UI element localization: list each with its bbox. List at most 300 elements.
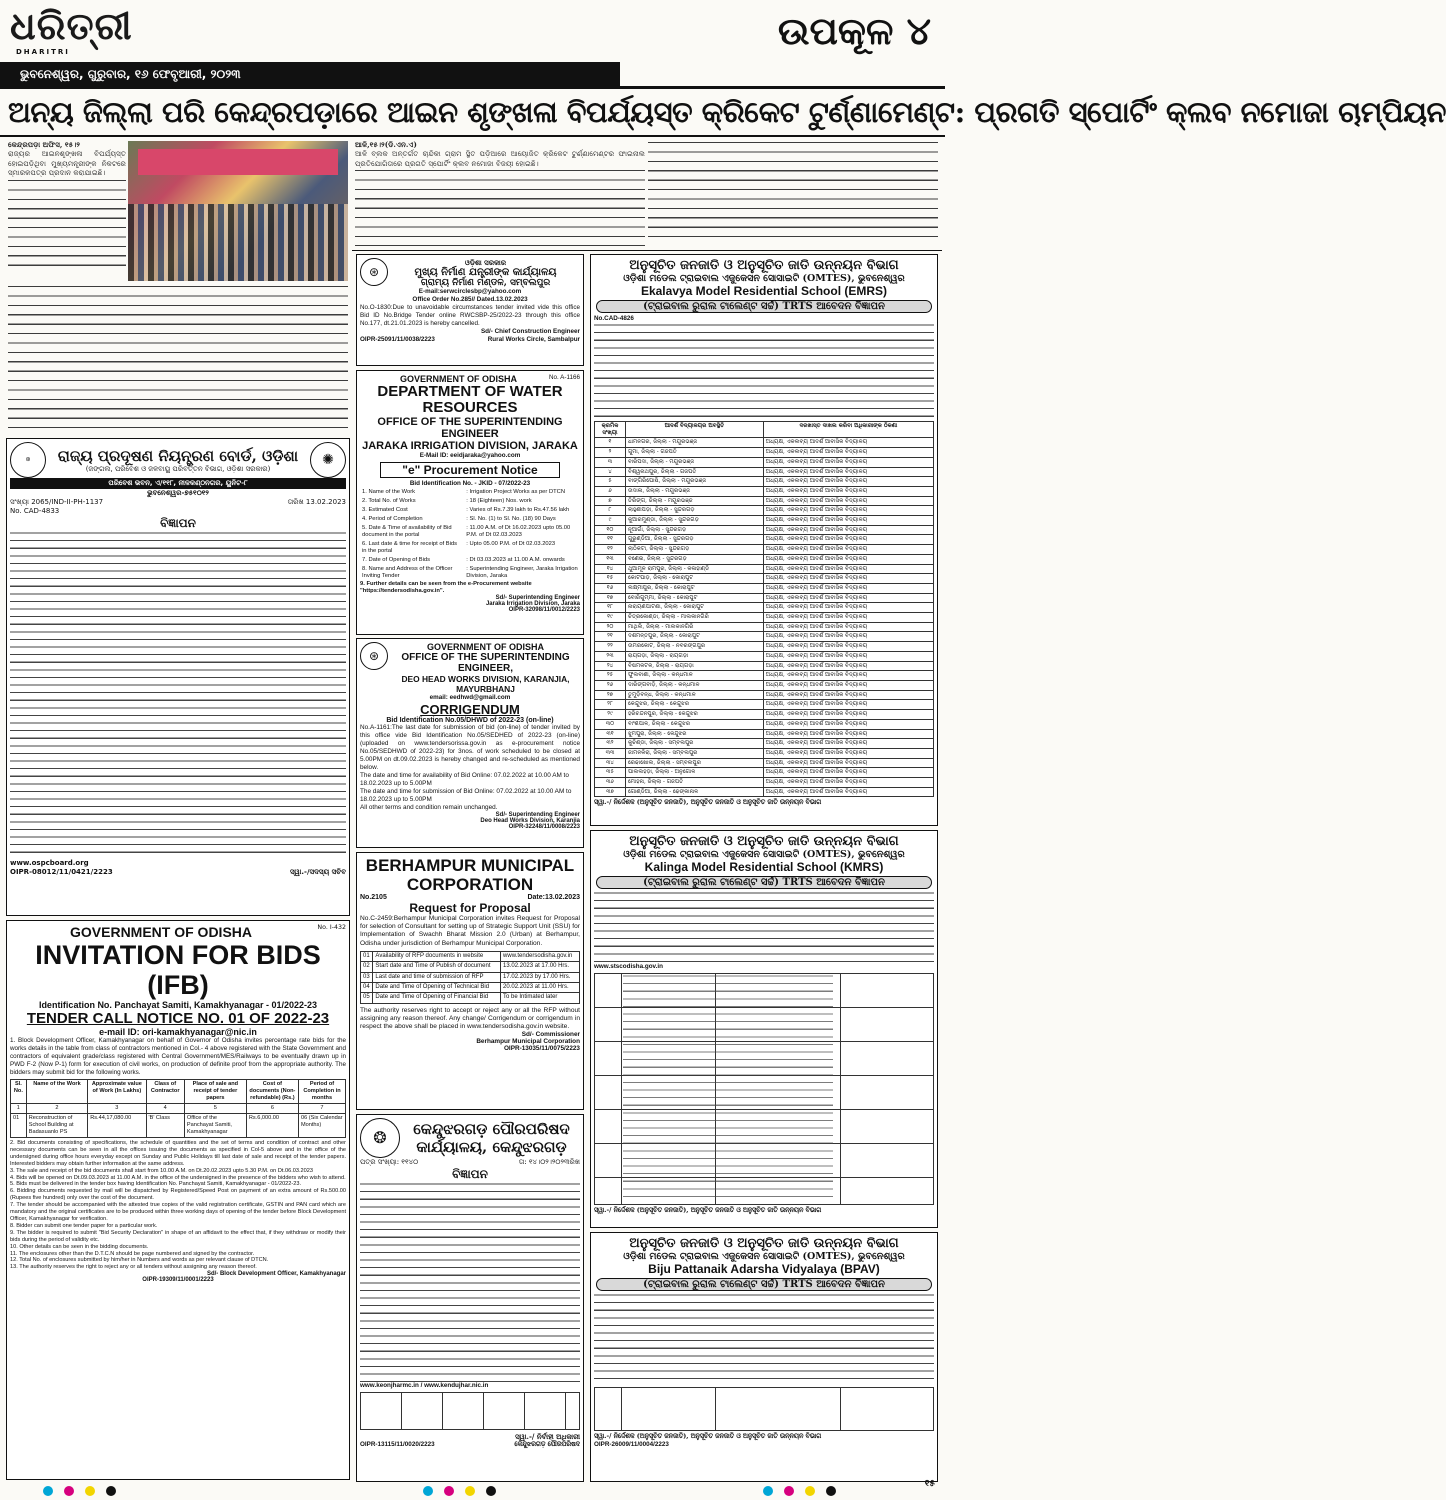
kmrs-ad [590, 830, 938, 1228]
magenta-reg-mark [444, 1486, 454, 1496]
bpav-body-text [594, 1293, 934, 1385]
emrs-officer: ଅଧ୍ୟକ୍ଷ, ଏକଲବ୍ୟ ଆଦର୍ଶ ଆବାସିକ ବିଦ୍ୟାଳୟ [763, 535, 933, 545]
kmrs-website: www.stscodisha.gov.in [594, 963, 663, 970]
ifb-th: Approximate value of Work (In Lakhs) [88, 1080, 146, 1104]
emrs-officer: ଅଧ୍ୟକ୍ଷ, ଏକଲବ୍ୟ ଆଦର୍ଶ ଆବାସିକ ବିଦ୍ୟାଳୟ [763, 787, 933, 797]
table-row [595, 787, 934, 797]
ifb-th: Period of Completion in months [298, 1080, 345, 1104]
emrs-sl: ୩୫ [595, 768, 626, 778]
kmrs-dept: ଅନୁସୂଚିତ ଜନଜାତି ଓ ଅନୁସୂଚିତ ଜାତି ଉନ୍ନୟନ ବିଭାଗ [629, 834, 899, 849]
emrs-sl: ୨ [595, 448, 626, 458]
table-row [361, 951, 580, 961]
ce-footer [360, 336, 580, 344]
cricket-byline: ଆଳି,୧୫।୨(ଡି.ଏନ.ଏ) [355, 140, 417, 149]
wr-label: 4. Period of Completion [362, 516, 423, 522]
emrs-body-text [594, 323, 934, 421]
ifb-colnum: 6 [246, 1104, 298, 1114]
table-row [595, 564, 934, 574]
emrs-location: ବିଷମକଟକ, ଜିଲ୍ଲା - ରାୟଗଡ଼ା [626, 661, 764, 671]
table-row [361, 972, 580, 982]
emrs-officer: ଅଧ୍ୟକ୍ଷ, ଏକଲବ୍ୟ ଆଦର୍ଶ ଆବାସିକ ବିଦ୍ୟାଳୟ [763, 719, 933, 729]
emrs-th: କ୍ରମିକ ସଂଖ୍ୟା [595, 422, 626, 438]
ifb-cell: Rs.6,000.00 [246, 1114, 298, 1138]
emrs-location: କୁଆରମୁଣ୍ଡା, ଜିଲ୍ଲା - ସୁନ୍ଦରଗଡ଼ [626, 516, 764, 526]
emrs-location: ରେଢାଖୋଲ, ଜିଲ୍ଲା - ସମ୍ବଲପୁର [626, 758, 764, 768]
wr-label: 3. Estimated Cost [362, 507, 408, 513]
deo-header [360, 642, 580, 694]
table-row [595, 700, 934, 710]
story-continued-text [8, 284, 348, 434]
emrs-officer: ଅଧ୍ୟକ୍ଷ, ଏକଲବ୍ୟ ଆଦର୍ଶ ଆବାସିକ ବିଦ୍ୟାଳୟ [763, 778, 933, 788]
emrs-sl: ୩୩ [595, 748, 626, 758]
pcb-header [10, 442, 346, 478]
ifb-cell: 06 (Six Calendar Months) [298, 1114, 345, 1138]
emrs-officer: ଅଧ୍ୟକ୍ଷ, ଏକଲବ୍ୟ ଆଦର୍ଶ ଆବାସିକ ବିଦ୍ୟାଳୟ [763, 438, 933, 448]
ifb-clause: 7. The tender should be accompanied with the attested true copies of the valid registration certificate, GSTIN and PAN card which are mandatory and the original certificates are to be produced within three working days of opening of the tender before Block Development Officer, Kamakhyanagar for verification. [10, 1202, 346, 1222]
cricket-team-photo [128, 141, 348, 281]
bmc-date: Date:13.02.2023 [527, 894, 580, 901]
emrs-location: ମୋହନା, ଜିଲ୍ଲା - ଗଜପତି [626, 778, 764, 788]
emrs-location: ନାରାୟଣପାଟଣା, ଜିଲ୍ଲା - କୋରାପୁଟ [626, 603, 764, 613]
water-resources-ad [356, 370, 584, 635]
bmc-no: No.2105 [360, 894, 387, 901]
deo-bid: Bid Identification No.05/DHWD of 2022-23 (on-line) [386, 717, 554, 724]
emrs-location: ଝୁମପୁରା, ଜିଲ୍ଲା - କେନ୍ଦୁଝର [626, 729, 764, 739]
cyan-reg-mark [423, 1486, 433, 1496]
table-row [595, 467, 934, 477]
pcb-ref-row [10, 498, 346, 507]
ifb-th: Place of sale and receipt of tender papers [184, 1080, 246, 1104]
table-row [595, 622, 934, 632]
yellow-reg-mark [805, 1486, 815, 1496]
emrs-sl: ୨୮ [595, 700, 626, 710]
table-row [595, 758, 934, 768]
emrs-sl: ୨୦ [595, 622, 626, 632]
ifb-gov: GOVERNMENT OF ODISHA [70, 924, 253, 940]
deo-division: DEO HEAD WORKS DIVISION, KARANJIA, MAYURBHANJ [401, 674, 570, 694]
emrs-officer: ଅଧ୍ୟକ୍ଷ, ଏକଲବ୍ୟ ଆଦର୍ଶ ଆବାସିକ ବିଦ୍ୟାଳୟ [763, 545, 933, 555]
pcb-ref: ସଂଖ୍ୟା 2065/IND-II-PH-1137 [10, 498, 104, 506]
emrs-sl: ୩୪ [595, 758, 626, 768]
ifb-clause: 9. The bidder is required to submit "Bid Security Declaration" in shape of an affidavit to the effect that, if they withdraw or modify their bids during the period of validity etc. [10, 1229, 346, 1243]
wr-oipr: OIPR-32098/11/0012/2223 [508, 607, 580, 613]
print-registration-strip [0, 1479, 945, 1497]
emrs-sl: ୩ [595, 457, 626, 467]
table-row [595, 613, 934, 623]
wr-notice: "e" Procurement Notice [380, 462, 560, 478]
emrs-sl: ୧୦ [595, 525, 626, 535]
emrs-location: ବାରିପଦା, ଜିଲ୍ଲା - ମୟୂରଭଞ୍ଜ [626, 457, 764, 467]
emrs-officer: ଅଧ୍ୟକ୍ଷ, ଏକଲବ୍ୟ ଆଦର୍ଶ ଆବାସିକ ବିଦ୍ୟାଳୟ [763, 516, 933, 526]
bmc-item: Start date and Time of Publish of document [373, 962, 501, 972]
ifb-oipr: OIPR-19309/11/0001/2223 [142, 1277, 214, 1284]
emrs-location: ତିରିଙ୍ଗ, ଜିଲ୍ଲା - ମୟୂରଭଞ୍ଜ [626, 496, 764, 506]
ifb-clause: 13. The authority reserves the right to reject any or all tenders without assigning any reason thereof. [10, 1264, 257, 1271]
pcb-logo-icon: ✺ [310, 442, 346, 478]
table-row [595, 690, 934, 700]
table-row [595, 778, 934, 788]
wr-no: No. A-1166 [548, 374, 580, 381]
ce-sign: Sd/- Chief Construction Engineer [480, 328, 580, 335]
emrs-location: ଗୁମା, ଜିଲ୍ଲା - ଗଜପତି [626, 448, 764, 458]
table-row [360, 506, 580, 515]
pcb-footer [10, 868, 346, 877]
ce-email: E-mail:serwcirclesbp@yahoo.com [418, 288, 522, 295]
table-row [11, 1114, 346, 1138]
ifb-header-row [10, 924, 346, 940]
bmc-sl: 02 [361, 962, 373, 972]
bmc-sl: 01 [361, 951, 373, 961]
emrs-sl: ୧୮ [595, 603, 626, 613]
emrs-location: ଫୁଲବାଣୀ, ଜିଲ୍ଲା - କନ୍ଧମାଳ [626, 671, 764, 681]
emrs-officer: ଅଧ୍ୟକ୍ଷ, ଏକଲବ୍ୟ ଆଦର୍ଶ ଆବାସିକ ବିଦ୍ୟାଳୟ [763, 710, 933, 720]
pcb-subtitle: (ଜଙ୍ଗଲ, ପରିବେଶ ଓ ଜଳବାୟୁ ପରିବର୍ତ୍ତନ ବିଭାଗ, ଓଡ଼ିଶା ସରକାର) [85, 464, 271, 473]
kj-header [360, 1118, 580, 1158]
kj-oipr: OIPR-13115/11/0020/2223 [360, 1441, 435, 1448]
cricket-story [355, 140, 645, 245]
table-row [595, 554, 934, 564]
photo-crowd [128, 204, 348, 281]
bmc-title: BERHAMPUR MUNICIPAL CORPORATION [365, 856, 575, 894]
table-row [595, 680, 934, 690]
emrs-sl: ୧୫ [595, 574, 626, 584]
kj-sign: ସ୍ୱା.-/ ନିର୍ବାହୀ ଅଧିକାରୀ [515, 1432, 580, 1441]
wr-further: 9. Further details can be seen from the e-Procurement website "https://tendersodisha.gov.in". [360, 581, 532, 594]
emrs-officer: ଅଧ୍ୟକ୍ଷ, ଏକଲବ୍ୟ ଆଦର୍ଶ ଆବାସିକ ବିଦ୍ୟାଳୟ [763, 661, 933, 671]
ifb-colnum: 2 [26, 1104, 87, 1114]
ce-title: ମୁଖ୍ୟ ନିର୍ମାଣ ଯନ୍ତ୍ରୀଙ୍କ କାର୍ଯ୍ୟାଳୟ [414, 267, 557, 278]
odisha-emblem-icon: ⊛ [360, 642, 388, 670]
table-row [360, 524, 580, 540]
emrs-sl: ୨୪ [595, 661, 626, 671]
kj-no-row [360, 1158, 580, 1167]
ifb-cell: 01 [11, 1114, 27, 1138]
emrs-sl: ୩୦ [595, 719, 626, 729]
story-byline-left: କେନ୍ଦ୍ରପଡ଼ା ଅଫିସ, ୧୫।୨ [8, 140, 80, 149]
emrs-table-body [595, 438, 934, 797]
deo-email: email: eedhwd@gmail.com [429, 694, 511, 701]
emrs-location: ଲକ୍ଷ୍ମୀପୁର, ଜିଲ୍ଲା - କୋରାପୁଟ [626, 583, 764, 593]
deo-line2: The date and time for submission of Bid Online: 07.02.2022 at 10.00 AM to 18.02.2023 up to 5.00PM [360, 788, 572, 803]
table-row [595, 574, 934, 584]
ifb-clause: 10. Other details can be seen in the bidding documents. [10, 1243, 149, 1250]
wr-value: : 11.00 A.M. of Dt 16.02.2023 upto 05.00 P.M. of Dt 02.03.2023 [466, 525, 571, 538]
kmrs-body-text [594, 891, 934, 963]
logo-sub: DHARITRI [16, 48, 70, 56]
emrs-location: କେନ୍ଦୁଝର, ଜିଲ୍ଲା - କେନ୍ଦୁଝର [626, 700, 764, 710]
ifb-cell: Rs.44,17,080.00 [88, 1114, 146, 1138]
ifb-cell: Reconstruction of School Building at Badasuanlo PS [26, 1114, 87, 1138]
emrs-school: Ekalavya Model Residential School (EMRS) [640, 284, 888, 298]
emrs-sl: ୧୯ [595, 613, 626, 623]
ifb-sign: Sd/- Block Development Officer, Kamakhyanagar [206, 1271, 346, 1278]
ifb-colnum: 4 [146, 1104, 184, 1114]
ce-gov: ଓଡ଼ିଶା ସରକାର [464, 258, 507, 267]
emrs-sl: ୬ [595, 486, 626, 496]
emrs-sl: ୧୭ [595, 593, 626, 603]
ifb-email: e-mail ID: ori-kamakhyanagar@nic.in [99, 1027, 257, 1037]
kmrs-bar: (ଟ୍ରାଇବାଲ ରୁରାଲ ଟାଲେଣ୍ଟ ସର୍ଚ୍ଚ) TRTS ଆବେଦନ ବିଜ୍ଞାପନ [596, 876, 932, 889]
emrs-sl: ୧ [595, 438, 626, 448]
story-bottom-rule [352, 250, 942, 251]
emrs-location: ଧାମନଗର, ଜିଲ୍ଲା - ମୟୂରଭଞ୍ଜ [626, 438, 764, 448]
deo-sign2: Deo Head Works Division, Karanjia [480, 818, 580, 824]
emrs-location: ନୂଆଗାଁ, ଜିଲ୍ଲା - ସୁନ୍ଦରଗଡ଼ [626, 525, 764, 535]
bmc-sl: 05 [361, 993, 373, 1003]
emrs-location: ଥୁଆମୂଳ ରାମପୁର, ଜିଲ୍ଲା - କଳାହାଣ୍ଡି [626, 564, 764, 574]
emrs-location: ବାଙ୍ଗିରିପୋଷି, ଜିଲ୍ଲା - ମୟୂରଭଞ୍ଜ [626, 477, 764, 487]
table-row [360, 497, 580, 506]
cricket-body: ଆଳି ବ୍ଲକ ଅନ୍ତର୍ଗତ ଚାନ୍ଦିକା ଗ୍ରାମ ସ୍ଥିତ ପଡ଼ିଆରେ ଆୟୋଜିତ କ୍ରିକେଟ ଟୁର୍ଣ୍ଣାମେଣ୍ଟର ଫାଇନାଲ ପ୍ରତିଯୋଗିତାରେ ପ୍ରଗତି ସ୍ପୋର୍ଟିଂ କ୍ଲବ ନମୋଜା ବିଜୟୀ ହୋଇଛି। [355, 149, 645, 168]
emrs-sl: ୨୬ [595, 680, 626, 690]
emrs-sl: ୫ [595, 477, 626, 487]
wr-label: 1. Name of the Work [362, 489, 416, 495]
emrs-sl: ୩୨ [595, 739, 626, 749]
bmc-value: 13.02.2023 at 17.00 Hrs. [501, 962, 580, 972]
bmc-item: Availability of RFP documents in website [373, 951, 501, 961]
bmc-sl: 03 [361, 972, 373, 982]
emrs-location: ଗୋଣ୍ଡିଆ, ଜିଲ୍ଲା - ଢେଙ୍କାନାଳ [626, 787, 764, 797]
emrs-bar: (ଟ୍ରାଇବାଲ ରୁରାଲ ଟାଲେଣ୍ଟ ସର୍ଚ୍ଚ) TRTS ଆବେଦନ ବିଜ୍ଞାପନ [596, 300, 932, 313]
ifb-table-colnums [11, 1104, 346, 1114]
headline-rule [0, 135, 945, 137]
pcb-heading: ବିଜ୍ଞାପନ [160, 516, 196, 530]
table-row [360, 515, 580, 524]
bpav-society: ଓଡ଼ିଶା ମଡେଲ ଟ୍ରାଇବାଲ ଏଜୁକେସନ ସୋସାଇଟି (OMTES), ଭୁବନେଶ୍ୱର [623, 1251, 905, 1262]
emrs-officer: ଅଧ୍ୟକ୍ଷ, ଏକଲବ୍ୟ ଆଦର୍ଶ ଆବାସିକ ବିଦ୍ୟାଳୟ [763, 457, 933, 467]
emrs-officer: ଅଧ୍ୟକ୍ଷ, ଏକଲବ୍ୟ ଆଦର୍ଶ ଆବାସିକ ବିଦ୍ୟାଳୟ [763, 603, 933, 613]
cricket-text-lines [355, 168, 645, 246]
ifb-notice: TENDER CALL NOTICE NO. 01 OF 2022-23 [26, 1010, 330, 1027]
magenta-reg-mark [64, 1486, 74, 1496]
kmrs-table [594, 973, 934, 1205]
masthead-rule [0, 86, 945, 89]
table-row [360, 488, 580, 497]
ce-sign2: Rural Works Circle, Sambalpur [487, 336, 580, 343]
page-section-title: ଉପକୂଳ ୪ [777, 8, 931, 53]
keonjhar-ad [356, 1114, 584, 1482]
municipality-logo-icon: ❂ [360, 1118, 400, 1158]
ifb-th: Sl. No. [11, 1080, 27, 1104]
table-row [360, 556, 580, 565]
emrs-sl: ୮ [595, 506, 626, 516]
wr-division: JARAKA IRRIGATION DIVISION, JARAKA [362, 440, 578, 452]
deo-oipr: OIPR-32248/11/0008/2223 [508, 824, 580, 830]
table-row [595, 748, 934, 758]
ifb-clause: 3. The sale and receipt of the bid documents shall start from 10.00 A.M. on Dt.20.02.2023 upto 5.30 P.M. on Dt.06.03.2023 [10, 1167, 313, 1174]
emrs-officer: ଅଧ୍ୟକ୍ଷ, ଏକଲବ୍ୟ ଆଦର୍ଶ ଆବାସିକ ବିଦ୍ୟାଳୟ [763, 671, 933, 681]
pcb-title-block [50, 447, 306, 474]
ifb-cell: 'B' Class [146, 1114, 184, 1138]
emrs-sl: ୩୭ [595, 787, 626, 797]
emrs-officer: ଅଧ୍ୟକ୍ଷ, ଏକଲବ୍ୟ ଆଦର୍ଶ ଆବାସିକ ବିଦ୍ୟାଳୟ [763, 467, 933, 477]
wr-office: OFFICE OF THE SUPERINTENDING ENGINEER [377, 416, 563, 440]
emrs-officer: ଅଧ୍ୟକ୍ଷ, ଏକଲବ୍ୟ ଆଦର୍ଶ ଆବାସିକ ବିଦ୍ୟାଳୟ [763, 525, 933, 535]
wr-value: : 18 (Eighteen) Nos. work [466, 498, 532, 504]
table-row [595, 448, 934, 458]
page-number: ୧୫ [924, 1479, 935, 1489]
kj-title2: କାର୍ଯ୍ୟାଳୟ, କେନ୍ଦୁଝରଗଡ଼ [416, 1138, 567, 1156]
pcb-website: www.ospcboard.org [10, 859, 89, 867]
emrs-location: ଲାହୁଣୀପଡ଼ା, ଜିଲ୍ଲା - ସୁନ୍ଦରଗଡ଼ [626, 506, 764, 516]
ifb-clause: 8. Bidder can submit one tender paper for a particular work. [10, 1222, 158, 1229]
table-row [595, 729, 934, 739]
table-row [595, 710, 934, 720]
black-reg-mark [106, 1486, 116, 1496]
deo-sign: Sd/- Superintending Engineer [495, 812, 580, 818]
bmc-subject: Request for Proposal [409, 901, 531, 915]
bpav-school: Biju Pattanaik Adarsha Vidyalaya (BPAV) [648, 1262, 880, 1276]
emrs-location: ବଣେଇ, ଜିଲ୍ଲା - ସୁନ୍ଦରଗଡ଼ [626, 554, 764, 564]
emrs-sl: ୨୨ [595, 642, 626, 652]
kmrs-society: ଓଡ଼ିଶା ମଡେଲ ଟ୍ରାଇବାଲ ଏଜୁକେସନ ସୋସାଇଟି (OMTES), ଭୁବନେଶ୍ୱର [623, 849, 905, 860]
table-row [595, 719, 934, 729]
emrs-sl: ୧୨ [595, 545, 626, 555]
table-row [595, 535, 934, 545]
pcb-cad: No. CAD-4833 [10, 507, 60, 515]
emrs-location: କୁଚିଣ୍ଡା, ଜିଲ୍ଲା - ସମ୍ବଲପୁର [626, 739, 764, 749]
yellow-reg-mark [465, 1486, 475, 1496]
deo-corrigendum-ad [356, 638, 584, 848]
emrs-sl: ୯ [595, 516, 626, 526]
emrs-location: ରାୟଗଡ଼ା, ଜିଲ୍ଲା - ରାୟଗଡ଼ା [626, 651, 764, 661]
wr-label: 6. Last date & time for receipt of Bids in the portal [362, 541, 458, 554]
ce-subtitle: ଗ୍ରାମ୍ୟ ନିର୍ମାଣ ମଣ୍ଡଳ, ସମ୍ବଲପୁର [420, 278, 551, 288]
ifb-th: Name of the Work [26, 1080, 87, 1104]
pcb-body-text [10, 531, 346, 859]
ifb-table [10, 1079, 346, 1138]
emrs-location: ଜାମନକିରା, ଜିଲ୍ଲା - ସମ୍ବଲପୁର [626, 748, 764, 758]
bpav-dept: ଅନୁସୂଚିତ ଜନଜାତି ଓ ଅନୁସୂଚିତ ଜାତି ଉନ୍ନୟନ ବିଭାଗ [629, 1236, 899, 1251]
emrs-officer: ଅଧ୍ୟକ୍ଷ, ଏକଲବ୍ୟ ଆଦର୍ଶ ଆବାସିକ ବିଦ୍ୟାଳୟ [763, 748, 933, 758]
emrs-th: ଦରଖାସ୍ତ ଦାଖଲ କରିବା ଅଧିକାରୀଙ୍କ ଠିକଣା [763, 422, 933, 438]
emrs-officer: ଅଧ୍ୟକ୍ଷ, ଏକଲବ୍ୟ ଆଦର୍ଶ ଆବାସିକ ବିଦ୍ୟାଳୟ [763, 448, 933, 458]
wr-gov: GOVERNMENT OF ODISHA [400, 374, 518, 384]
masthead-logo [10, 3, 133, 58]
emrs-sl: ୨୫ [595, 671, 626, 681]
kj-heading: ବିଜ୍ଞାପନ [452, 1167, 488, 1181]
bmc-sign: Sd/- Commissioner [521, 1031, 580, 1039]
table-row [595, 506, 934, 516]
ifb-intro: 1. Block Development Officer, Kamakhyanagar on behalf of Governor of Odisha invites percentage rate bids for the works details in the table from class of contractors mentioned in Col.- 4 above registered with the State Government and contractors of equivalent grade/class registered with Central Government/MES/Railways to be eventually drawn up in PWD F-2 (Now P-1) form for execution of civil works, on production of definite proof from the appropriate authority. The bidders may submit bid for the following works. [10, 1037, 346, 1076]
wr-value: : Irrigation Project Works as per DTCN [466, 489, 566, 495]
wr-label: 7. Date of Opening of Bids [362, 557, 430, 563]
kj-website: www.keonjharmc.in / www.kendujhar.nic.in [360, 1382, 489, 1389]
emrs-officer: ଅଧ୍ୟକ୍ଷ, ଏକଲବ୍ୟ ଆଦର୍ଶ ଆବାସିକ ବିଦ୍ୟାଳୟ [763, 642, 933, 652]
deo-body: No.A-1161:The last date for submission of bid (on-line) of tender invited by this office vide Bid Identification No.05/SEDHED of 2022-23 (on-line) (uploaded on www.tendersorissa.gov.in as e-procurement notice No.05/SEDHWD of 2022-23) for 3nos. of work scheduled to be closed at 5.00PM on dt.09.02.2023 is hereby changed and re-scheduled as mentioned below. [360, 724, 580, 771]
odisha-emblem-icon: ⊛ [10, 442, 46, 478]
ce-oipr: OIPR-25091/11/0038/2223 [360, 336, 435, 343]
wr-value: : Superintending Engineer, Jaraka Irrigation Division, Jaraka [466, 566, 578, 579]
wr-table [360, 488, 580, 581]
ifb-th: Class of Contractor [146, 1080, 184, 1104]
ce-order: Office Order No.285// Dated.13.02.2023 [412, 296, 528, 303]
table-row [595, 525, 934, 535]
table-row [360, 565, 580, 581]
pollution-board-ad [6, 438, 350, 916]
wr-value: : Dt 03.03.2023 at 11.00 A.M. onwards [466, 557, 565, 563]
table-row [595, 661, 934, 671]
bpav-bar: (ଟ୍ରାଇବାଲ ରୁରାଲ ଟାଲେଣ୍ଟ ସର୍ଚ୍ଚ) TRTS ଆବେଦନ ବିଜ୍ଞାପନ [596, 1278, 932, 1291]
emrs-location: ମାଥିଲି, ଜିଲ୍ଲା - ମାଲକାନଗିରି [626, 622, 764, 632]
emrs-dept: ଅନୁସୂଚିତ ଜନଜାତି ଓ ଅନୁସୂଚିତ ଜାତି ଉନ୍ନୟନ ବିଭାଗ [629, 258, 899, 273]
ifb-clause: 12. Total No. of enclosures submitted by him/her in Numbers and words as per relevant clause of DTCN. [10, 1257, 269, 1264]
emrs-sl: ୨୩ [595, 651, 626, 661]
pcb-address: ପରିବେଶ ଭବନ, ଏ/୧୧୮, ନୀଳକଣ୍ଠନଗର, ୟୁନିଟ-୮ [10, 478, 346, 489]
table-row [360, 540, 580, 556]
kj-sign2: କେନ୍ଦୁଝରଗଡ଼ ପୌରପରିଷଦ [514, 1441, 580, 1448]
emrs-location: ପାଲଲହଡ଼ା, ଜିଲ୍ଲା - ଅନୁଗୋଳ [626, 768, 764, 778]
reg-marks-left [40, 1481, 119, 1500]
black-reg-mark [826, 1486, 836, 1496]
emrs-location: ବାଂଶପାଳ, ଜିଲ୍ଲା - କେନ୍ଦୁଝର [626, 719, 764, 729]
emrs-officer: ଅଧ୍ୟକ୍ଷ, ଏକଲବ୍ୟ ଆଦର୍ଶ ଆବାସିକ ବିଦ୍ୟାଳୟ [763, 554, 933, 564]
table-row [595, 671, 934, 681]
emrs-th: ଆଦର୍ଶ ବିଦ୍ୟାଳୟର ଅବସ୍ଥିତି [626, 422, 764, 438]
table-row [595, 739, 934, 749]
emrs-sl: ୩୧ [595, 729, 626, 739]
emrs-officer: ଅଧ୍ୟକ୍ଷ, ଏକଲବ୍ୟ ଆଦର୍ଶ ଆବାସିକ ବିଦ୍ୟାଳୟ [763, 651, 933, 661]
bpav-table [594, 1387, 934, 1431]
emrs-officer: ଅଧ୍ୟକ୍ଷ, ଏକଲବ୍ୟ ଆଦର୍ଶ ଆବାସିକ ବିଦ୍ୟାଳୟ [763, 477, 933, 487]
wr-bid-id: Bid Identification No. - JKID - 07/2022-23 [409, 480, 531, 487]
wr-label: 5. Date & Time of availability of Bid document in the portal [362, 525, 452, 538]
table-row [595, 651, 934, 661]
magenta-reg-mark [784, 1486, 794, 1496]
ifb-table-header [11, 1080, 346, 1104]
ifb-clause: 6. Bidding documents requested by mail will be dispatched by Registered/Speed Post on payment of an extra amount of Rs.500.00 (Rupees five hundred) only over the cost of the document. [10, 1188, 346, 1202]
pcb-oipr: OIPR-08012/11/0421/2223 [10, 868, 113, 876]
table-row [595, 496, 934, 506]
table-row [361, 983, 580, 993]
emrs-location: କୋଟପାଡ଼, ଜିଲ୍ଲା - କୋରାପୁଟ [626, 574, 764, 584]
emrs-officer: ଅଧ୍ୟକ୍ଷ, ଏକଲବ୍ୟ ଆଦର୍ଶ ଆବାସିକ ବିଦ୍ୟାଳୟ [763, 486, 933, 496]
bmc-value: 20.02.2023 at 11.00 Hrs. [501, 983, 580, 993]
bpav-oipr: OIPR-26009/11/0004/2223 [594, 1441, 669, 1448]
emrs-location: ଚିତ୍ରକୋଣ୍ଡା, ଜିଲ୍ଲା - ମାଲକାନଗିରି [626, 613, 764, 623]
emrs-location: ଦାରିଙ୍ଗବାଡ଼ି, ଜିଲ୍ଲା - କନ୍ଧମାଳ [626, 680, 764, 690]
story-lead-left: ରାଜ୍ୟର ଆଇନଶୃଙ୍ଖଳା ବିପର୍ଯ୍ୟସ୍ତ ହୋଇପଡ଼ିଥିବା ମୁଖ୍ୟମନ୍ତ୍ରୀଙ୍କ ନିକଟରେ ସ୍ମାରକପତ୍ର ପ୍ରଦାନ କରାଯାଇଛି। [8, 149, 126, 178]
emrs-officer: ଅଧ୍ୟକ୍ଷ, ଏକଲବ୍ୟ ଆଦର୍ଶ ଆବାସିକ ବିଦ୍ୟାଳୟ [763, 583, 933, 593]
bmc-value: 17.02.2023 by 17.00 Hrs. [501, 972, 580, 982]
table-row [595, 768, 934, 778]
ifb-colnum: 7 [298, 1104, 345, 1114]
wr-title: DEPARTMENT OF WATER RESOURCES [377, 383, 563, 416]
bmc-item: Date and Time of Opening of Technical Bid [373, 983, 501, 993]
table-row [595, 438, 934, 448]
ifb-colnum: 1 [11, 1104, 27, 1114]
table-row [595, 632, 934, 642]
table-row [595, 583, 934, 593]
deo-line3: All other terms and condition remain unchanged. [360, 804, 498, 811]
wr-sign: Sd/- Superintending Engineer [495, 595, 580, 601]
bmc-no-row [360, 894, 580, 901]
main-headline: ଅନ୍ୟ ଜିଲ୍ଲା ପରି କେନ୍ଦ୍ରପଡ଼ାରେ ଆଇନ ଶୃଙ୍ଖଳା ବିପର୍ଯ୍ୟସ୍ତ କ୍ରିକେଟ ଟୁର୍ଣ୍ଣାମେଣ୍ଟ: ପ୍ରଗତି ସ୍ପୋର୍ଟିଂ କ୍ଲବ ନମୋଜା ଚାମ୍ପିୟନ [8, 95, 1446, 129]
black-reg-mark [486, 1486, 496, 1496]
emrs-sl: ୧୬ [595, 583, 626, 593]
berhampur-rfp-ad [356, 852, 584, 1110]
dateline: ଭୁବନେଶ୍ୱର, ଗୁରୁବାର, ୧୬ ଫେବୃଆରୀ, ୨୦୨୩ [0, 62, 620, 86]
emrs-sl: ୭ [595, 496, 626, 506]
emrs-officer: ଅଧ୍ୟକ୍ଷ, ଏକଲବ୍ୟ ଆଦର୍ଶ ଆବାସିକ ବିଦ୍ୟାଳୟ [763, 496, 933, 506]
emrs-officer: ଅଧ୍ୟକ୍ଷ, ଏକଲବ୍ୟ ଆଦର୍ଶ ଆବାସିକ ବିଦ୍ୟାଳୟ [763, 700, 933, 710]
ce-title-block [391, 258, 580, 288]
chief-engineer-ad [356, 254, 584, 366]
table-row [595, 545, 934, 555]
deo-line1: The date and time for availability of Bid Online: 07.02.2022 at 10.00 AM to 18.02.2023 up to 5.00PM [360, 772, 569, 787]
bmc-footer-text: The authority reserves right to accept or reject any or all the RFP without assigning any reason thereof. Any change/ Corrigendum or corrigendum in respect the above shall be placed in www.tendersodisha.gov.in website. [360, 1006, 580, 1031]
deo-office: OFFICE OF THE SUPERINTENDING ENGINEER, [401, 652, 570, 674]
